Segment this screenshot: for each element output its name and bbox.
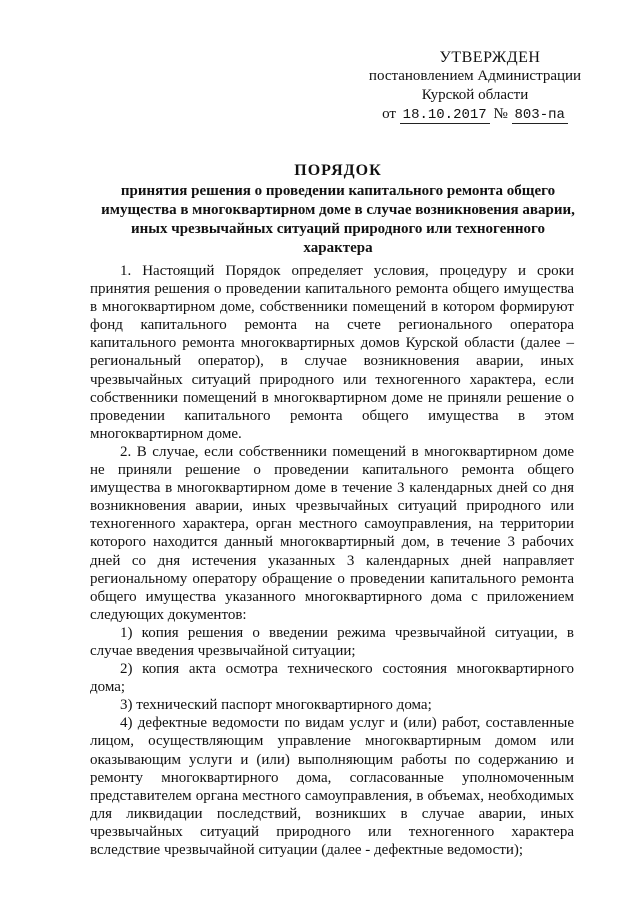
paragraph-1: 1. Настоящий Порядок определяет условия, процедуру и сроки принятия решения о проведении капитального ремонта общего имущества в многоквартирном доме, собственники помещений в котором формируют фонд капитального ремонта на счете регионального оператора капитального ремонта многоквартирных домов Курской области (далее – региональный оператор), в случае возникновения аварии, иных чрезвычайных ситуаций природного или техногенного характера, если собственники помещений в многоквартирном доме не приняли решение о проведении капитального ремонта общего имущества в этом многоквартирном доме. [90,263,574,442]
approval-issuer-line: постановлением Администрации [368,68,582,84]
paragraph-2: 2. В случае, если собственники помещений в многоквартирном доме не приняли решение о проведении капитального ремонта общего имущества в многоквартирном доме в течение 3 календарных дней со дня возникновения аварии, иных чрезвычайных ситуаций природного или техногенного характера, орган местного самоуправления, на территории которого находится данный многоквартирный дом, в течение 3 рабочих дней со дня истечения указанных 3 календарных дней направляет региональному оператору обращение о проведении капитального ремонта общего имущества указанного многоквартирного дома с приложением следующих документов: [90,443,574,623]
number-prefix: № [493,106,508,122]
title-main: ПОРЯДОК [294,162,382,179]
list-item-4: 4) дефектные ведомости по видам услуг и (или) работ, составленные лицом, осуществляющим управление многоквартирным домом или оказывающим услуги и (или) выполняющим работы по содержанию и ремонту многоквартирного дома, согласованные уполномоченным представителем органа местного самоуправления, в объемах, необходимых для ликвидации последствий, возникших в случае аварии, иных чрезвычайных ситуаций природного или техногенного характера вследствие чрезвычайной ситуации (далее - дефектные ведомости); [90,715,574,858]
approval-stamp [360,48,590,125]
approval-date: 18.10.2017 [400,107,490,124]
list-item-2: 2) копия акта осмотра технического состояния многоквартирного дома; [90,661,574,696]
approval-date-line [360,105,590,125]
list-item-3: 3) технический паспорт многоквартирного дома; [120,697,432,714]
approval-number: 803-па [512,107,568,124]
approval-heading: УТВЕРЖДЕН [439,49,541,66]
title-subtitle: принятия решения о проведении капитального ремонта общего имущества в многоквартирном доме в случае возникновения аварии, иных чрезвычайных ситуаций природного или техногенного характера [101,183,575,256]
document-body [90,262,574,859]
date-prefix: от [382,106,396,122]
document-title [96,161,580,258]
list-item-1: 1) копия решения о введении режима чрезвычайной ситуации, в случае введения чрезвычайной ситуации; [90,624,574,659]
approval-region-line: Курской области [421,87,529,103]
